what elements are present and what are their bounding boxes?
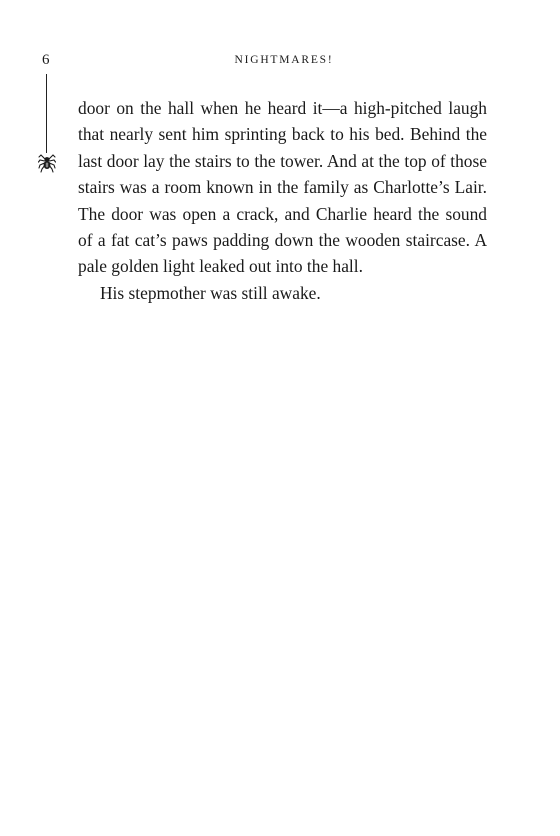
page-number: 6: [42, 52, 50, 68]
paragraph: His stepmother was still awake.: [100, 282, 321, 303]
running-head: NIGHTMARES!: [234, 54, 334, 66]
body-text: [78, 95, 487, 306]
paragraph: door on the hall when he heard it—a high-pitched laugh that nearly sent him sprinting back to his bed. Behind the last door lay the stairs to the tower. And at the top of those stairs was a room known in the family as Charlotte’s Lair. The door was open a crack, and Charlie heard the sound of a fat cat’s paws padding down the wooden staircase. A pale golden light leaked out into the hall.: [78, 98, 487, 277]
spider-icon: [38, 150, 56, 174]
spider-thread: [46, 74, 47, 153]
